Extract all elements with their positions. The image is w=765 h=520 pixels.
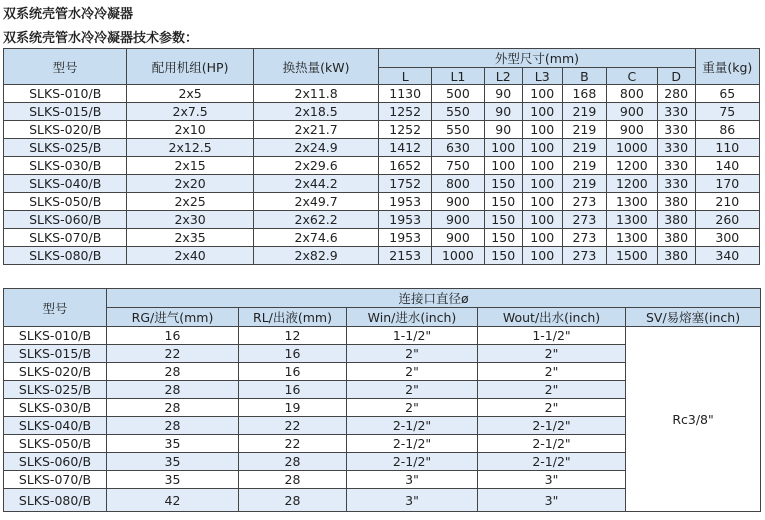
cell-kg: 210 <box>695 193 759 211</box>
cell-model: SLKS-025/B <box>4 381 107 399</box>
header-connection-diameter: 连接口直径ø <box>107 289 761 308</box>
cell-rg: 16 <box>107 327 239 345</box>
header-rg: RG/进气(mm) <box>107 308 239 327</box>
cell-rl: 22 <box>239 435 347 453</box>
cell-b: 273 <box>562 247 606 265</box>
cell-l1: 550 <box>432 121 485 139</box>
cell-d: 330 <box>657 103 695 121</box>
cell-b: 273 <box>562 211 606 229</box>
cell-kg: 140 <box>695 157 759 175</box>
cell-model: SLKS-080/B <box>4 247 127 265</box>
cell-kw: 2x29.6 <box>253 157 378 175</box>
cell-hp: 2x35 <box>127 229 254 247</box>
connection-table <box>3 288 761 512</box>
cell-l1: 900 <box>432 229 485 247</box>
cell-hp: 2x20 <box>127 175 254 193</box>
cell-model: SLKS-030/B <box>4 157 127 175</box>
section-title: 双系统壳管水冷冷凝器技术参数： <box>3 31 199 46</box>
cell-b: 219 <box>562 175 606 193</box>
table-row <box>4 103 760 121</box>
cell-wout: 2-1/2" <box>478 435 626 453</box>
cell-model: SLKS-040/B <box>4 175 127 193</box>
cell-d: 380 <box>657 193 695 211</box>
cell-c: 1300 <box>607 211 658 229</box>
cell-rg: 35 <box>107 435 239 453</box>
header-model: 型号 <box>4 49 127 85</box>
cell-win: 3" <box>347 489 478 512</box>
cell-kg: 110 <box>695 139 759 157</box>
cell-l2: 150 <box>484 193 522 211</box>
cell-b: 219 <box>562 103 606 121</box>
cell-l2: 150 <box>484 175 522 193</box>
cell-hp: 2x12.5 <box>127 139 254 157</box>
table-row <box>4 85 760 103</box>
cell-b: 273 <box>562 193 606 211</box>
cell-d: 280 <box>657 85 695 103</box>
cell-rl: 19 <box>239 399 347 417</box>
cell-win: 2" <box>347 363 478 381</box>
cell-l: 1953 <box>379 211 432 229</box>
cell-model: SLKS-080/B <box>4 489 107 512</box>
header-dim-b: B <box>562 68 606 85</box>
cell-hp: 2x30 <box>127 211 254 229</box>
cell-model: SLKS-060/B <box>4 211 127 229</box>
table-row <box>4 139 760 157</box>
header-dim-l: L <box>379 68 432 85</box>
cell-hp: 2x15 <box>127 157 254 175</box>
cell-l3: 100 <box>522 175 562 193</box>
cell-win: 2-1/2" <box>347 435 478 453</box>
cell-l: 1252 <box>379 103 432 121</box>
cell-rg: 22 <box>107 345 239 363</box>
cell-sv: Rc3/8" <box>626 327 761 512</box>
cell-rl: 28 <box>239 453 347 471</box>
header-sv: SV/易熔塞(inch) <box>626 308 761 327</box>
cell-kg: 260 <box>695 211 759 229</box>
cell-model: SLKS-020/B <box>4 363 107 381</box>
cell-kg: 75 <box>695 103 759 121</box>
cell-l1: 800 <box>432 175 485 193</box>
cell-l: 1412 <box>379 139 432 157</box>
header-dimensions: 外型尺寸(mm) <box>379 49 695 68</box>
cell-hp: 2x10 <box>127 121 254 139</box>
table-row <box>4 157 760 175</box>
cell-kg: 170 <box>695 175 759 193</box>
cell-l3: 100 <box>522 193 562 211</box>
cell-l3: 100 <box>522 103 562 121</box>
header-dim-l3: L3 <box>522 68 562 85</box>
cell-l: 1130 <box>379 85 432 103</box>
cell-l3: 100 <box>522 211 562 229</box>
cell-model: SLKS-020/B <box>4 121 127 139</box>
cell-l3: 100 <box>522 139 562 157</box>
cell-l2: 90 <box>484 85 522 103</box>
cell-b: 168 <box>562 85 606 103</box>
cell-win: 2-1/2" <box>347 417 478 435</box>
cell-l2: 100 <box>484 157 522 175</box>
cell-l3: 100 <box>522 121 562 139</box>
cell-d: 330 <box>657 139 695 157</box>
cell-model: SLKS-015/B <box>4 103 127 121</box>
cell-kg: 65 <box>695 85 759 103</box>
cell-wout: 2" <box>478 399 626 417</box>
cell-wout: 3" <box>478 489 626 512</box>
header-weight: 重量(kg) <box>695 49 759 85</box>
header-dim-d: D <box>657 68 695 85</box>
table-row <box>4 229 760 247</box>
cell-l1: 750 <box>432 157 485 175</box>
cell-b: 219 <box>562 139 606 157</box>
cell-model: SLKS-060/B <box>4 453 107 471</box>
table-row <box>4 193 760 211</box>
cell-rg: 35 <box>107 453 239 471</box>
header-heat-kw: 换热量(kW) <box>253 49 378 85</box>
cell-c: 900 <box>607 121 658 139</box>
header-model: 型号 <box>4 289 107 327</box>
cell-rl: 28 <box>239 489 347 512</box>
cell-l1: 900 <box>432 193 485 211</box>
cell-rl: 12 <box>239 327 347 345</box>
cell-wout: 2" <box>478 381 626 399</box>
cell-d: 330 <box>657 121 695 139</box>
cell-d: 330 <box>657 157 695 175</box>
cell-kw: 2x11.8 <box>253 85 378 103</box>
cell-win: 1-1/2" <box>347 327 478 345</box>
page-title: 双系统壳管水冷冷凝器 <box>3 7 134 22</box>
cell-c: 1000 <box>607 139 658 157</box>
cell-l: 1953 <box>379 193 432 211</box>
cell-wout: 1-1/2" <box>478 327 626 345</box>
cell-hp: 2x5 <box>127 85 254 103</box>
cell-model: SLKS-010/B <box>4 327 107 345</box>
cell-d: 380 <box>657 229 695 247</box>
header-unit-hp: 配用机组(HP) <box>127 49 254 85</box>
cell-l3: 100 <box>522 157 562 175</box>
table-row <box>4 247 760 265</box>
cell-c: 1200 <box>607 175 658 193</box>
header-dim-l1: L1 <box>432 68 485 85</box>
cell-model: SLKS-070/B <box>4 471 107 489</box>
cell-kg: 86 <box>695 121 759 139</box>
cell-l2: 150 <box>484 211 522 229</box>
cell-hp: 2x25 <box>127 193 254 211</box>
cell-c: 1200 <box>607 157 658 175</box>
cell-l3: 100 <box>522 229 562 247</box>
cell-c: 1500 <box>607 247 658 265</box>
cell-l2: 90 <box>484 121 522 139</box>
table-row <box>4 121 760 139</box>
cell-d: 380 <box>657 211 695 229</box>
cell-kw: 2x44.2 <box>253 175 378 193</box>
cell-l: 1252 <box>379 121 432 139</box>
cell-hp: 2x7.5 <box>127 103 254 121</box>
cell-kw: 2x18.5 <box>253 103 378 121</box>
cell-l: 2153 <box>379 247 432 265</box>
cell-wout: 3" <box>478 471 626 489</box>
cell-l2: 90 <box>484 103 522 121</box>
header-dim-l2: L2 <box>484 68 522 85</box>
cell-l: 1652 <box>379 157 432 175</box>
cell-l: 1752 <box>379 175 432 193</box>
cell-wout: 2" <box>478 363 626 381</box>
cell-rg: 28 <box>107 399 239 417</box>
cell-kw: 2x24.9 <box>253 139 378 157</box>
cell-wout: 2-1/2" <box>478 453 626 471</box>
cell-win: 2" <box>347 381 478 399</box>
cell-l3: 100 <box>522 85 562 103</box>
cell-wout: 2" <box>478 345 626 363</box>
header-wout: Wout/出水(inch) <box>478 308 626 327</box>
cell-model: SLKS-030/B <box>4 399 107 417</box>
cell-d: 330 <box>657 175 695 193</box>
cell-rl: 16 <box>239 345 347 363</box>
cell-d: 380 <box>657 247 695 265</box>
cell-rl: 16 <box>239 381 347 399</box>
header-dim-c: C <box>607 68 658 85</box>
cell-l1: 500 <box>432 85 485 103</box>
cell-rg: 28 <box>107 417 239 435</box>
cell-l1: 550 <box>432 103 485 121</box>
cell-rl: 28 <box>239 471 347 489</box>
cell-c: 900 <box>607 103 658 121</box>
cell-kg: 300 <box>695 229 759 247</box>
cell-win: 2" <box>347 345 478 363</box>
table-row <box>4 211 760 229</box>
cell-rg: 28 <box>107 381 239 399</box>
cell-kw: 2x21.7 <box>253 121 378 139</box>
cell-b: 219 <box>562 157 606 175</box>
cell-model: SLKS-040/B <box>4 417 107 435</box>
spec-table <box>3 48 760 265</box>
cell-l2: 100 <box>484 139 522 157</box>
cell-kw: 2x82.9 <box>253 247 378 265</box>
cell-b: 219 <box>562 121 606 139</box>
cell-rl: 16 <box>239 363 347 381</box>
cell-c: 1300 <box>607 229 658 247</box>
header-win: Win/进水(inch) <box>347 308 478 327</box>
cell-kw: 2x62.2 <box>253 211 378 229</box>
cell-l3: 100 <box>522 247 562 265</box>
cell-win: 2-1/2" <box>347 453 478 471</box>
cell-l1: 900 <box>432 211 485 229</box>
cell-model: SLKS-050/B <box>4 193 127 211</box>
cell-l2: 150 <box>484 247 522 265</box>
table-row <box>4 175 760 193</box>
cell-kw: 2x49.7 <box>253 193 378 211</box>
cell-c: 800 <box>607 85 658 103</box>
cell-wout: 2-1/2" <box>478 417 626 435</box>
cell-l2: 150 <box>484 229 522 247</box>
cell-l: 1953 <box>379 229 432 247</box>
cell-model: SLKS-010/B <box>4 85 127 103</box>
cell-rl: 22 <box>239 417 347 435</box>
cell-rg: 42 <box>107 489 239 512</box>
table-row <box>4 327 761 345</box>
cell-l1: 630 <box>432 139 485 157</box>
cell-rg: 35 <box>107 471 239 489</box>
cell-kw: 2x74.6 <box>253 229 378 247</box>
cell-win: 2" <box>347 399 478 417</box>
cell-c: 1300 <box>607 193 658 211</box>
cell-model: SLKS-070/B <box>4 229 127 247</box>
cell-hp: 2x40 <box>127 247 254 265</box>
header-rl: RL/出液(mm) <box>239 308 347 327</box>
cell-win: 3" <box>347 471 478 489</box>
cell-b: 273 <box>562 229 606 247</box>
cell-l1: 1000 <box>432 247 485 265</box>
cell-kg: 340 <box>695 247 759 265</box>
cell-model: SLKS-050/B <box>4 435 107 453</box>
cell-model: SLKS-015/B <box>4 345 107 363</box>
cell-rg: 28 <box>107 363 239 381</box>
cell-model: SLKS-025/B <box>4 139 127 157</box>
